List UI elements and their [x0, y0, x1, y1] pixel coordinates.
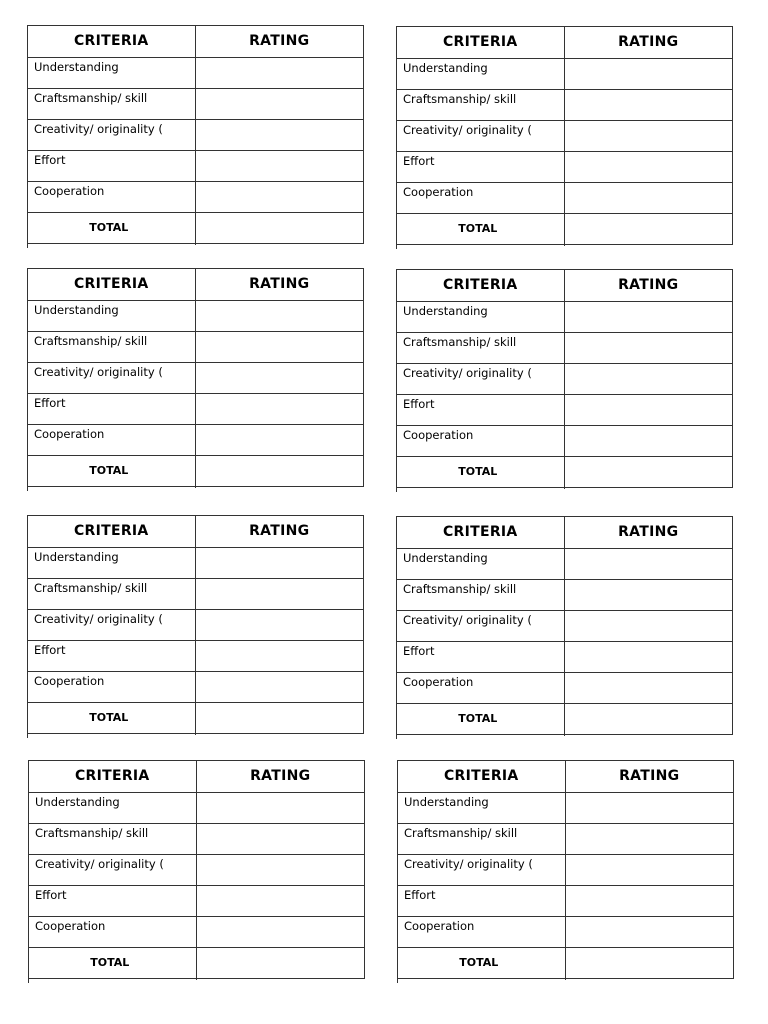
criteria-effort: Effort: [28, 393, 195, 424]
criteria-row: [397, 672, 733, 703]
rating-cell[interactable]: [565, 916, 734, 947]
criteria-row: [397, 394, 733, 425]
rating-cell[interactable]: [565, 823, 734, 854]
rating-cell[interactable]: [195, 640, 364, 671]
criteria-cooperation: Cooperation: [28, 424, 195, 455]
header-rating: RATING: [196, 761, 365, 792]
rubric-table: [28, 516, 364, 735]
rating-cell[interactable]: [564, 120, 733, 151]
tail-right: [195, 733, 364, 735]
criteria-row: [397, 610, 733, 641]
criteria-cooperation: Cooperation: [29, 916, 196, 947]
rating-cell[interactable]: [565, 854, 734, 885]
total-label: TOTAL: [397, 456, 564, 487]
rating-cell[interactable]: [195, 547, 364, 578]
criteria-row: [397, 151, 733, 182]
rating-cell[interactable]: [195, 578, 364, 609]
rating-cell[interactable]: [564, 641, 733, 672]
total-row: [397, 213, 733, 244]
rating-cell[interactable]: [195, 609, 364, 640]
criteria-row: [28, 362, 364, 393]
tail-right: [565, 978, 734, 980]
criteria-row: [28, 640, 364, 671]
total-rating-cell[interactable]: [564, 703, 733, 734]
total-row: [398, 947, 734, 978]
criteria-craftsmanship: Craftsmanship/ skill: [28, 578, 195, 609]
criteria-row: [397, 425, 733, 456]
criteria-row: [397, 332, 733, 363]
criteria-craftsmanship: Craftsmanship/ skill: [397, 579, 564, 610]
header-rating: RATING: [195, 516, 364, 547]
criteria-creativity: Creativity/ originality (: [28, 362, 195, 393]
total-label: TOTAL: [397, 703, 564, 734]
tail-row: [28, 733, 364, 735]
criteria-row: [29, 885, 365, 916]
tail-left: [397, 244, 564, 246]
tail-row: [397, 244, 733, 246]
tail-left: [28, 733, 195, 735]
criteria-understanding: Understanding: [28, 547, 195, 578]
total-label: TOTAL: [398, 947, 565, 978]
rating-cell[interactable]: [564, 579, 733, 610]
total-label: TOTAL: [28, 212, 195, 243]
criteria-row: [397, 58, 733, 89]
rating-cell[interactable]: [564, 151, 733, 182]
total-rating-cell[interactable]: [195, 455, 364, 486]
criteria-row: [29, 854, 365, 885]
criteria-row: [28, 424, 364, 455]
header-criteria: CRITERIA: [28, 26, 195, 57]
tail-right: [564, 734, 733, 736]
rating-cell[interactable]: [196, 885, 365, 916]
criteria-row: [28, 393, 364, 424]
criteria-row: [29, 792, 365, 823]
rating-cell[interactable]: [564, 363, 733, 394]
header-criteria: CRITERIA: [28, 516, 195, 547]
criteria-row: [28, 300, 364, 331]
header-row: [28, 26, 364, 57]
rating-cell[interactable]: [564, 89, 733, 120]
criteria-row: [29, 823, 365, 854]
criteria-creativity: Creativity/ originality (: [28, 609, 195, 640]
criteria-effort: Effort: [28, 150, 195, 181]
criteria-understanding: Understanding: [29, 792, 196, 823]
criteria-cooperation: Cooperation: [28, 181, 195, 212]
criteria-row: [397, 182, 733, 213]
tail-left: [398, 978, 565, 980]
criteria-row: [28, 671, 364, 702]
rating-cell[interactable]: [564, 58, 733, 89]
tail-row: [398, 978, 734, 980]
rating-cell[interactable]: [564, 332, 733, 363]
criteria-understanding: Understanding: [397, 58, 564, 89]
criteria-row: [28, 119, 364, 150]
header-criteria: CRITERIA: [28, 269, 195, 300]
rating-cell[interactable]: [195, 88, 364, 119]
criteria-understanding: Understanding: [398, 792, 565, 823]
rating-cell[interactable]: [196, 823, 365, 854]
criteria-row: [28, 578, 364, 609]
rating-cell[interactable]: [195, 331, 364, 362]
header-criteria: CRITERIA: [397, 517, 564, 548]
header-rating: RATING: [564, 270, 733, 301]
criteria-cooperation: Cooperation: [397, 182, 564, 213]
header-row: [397, 270, 733, 301]
rating-cell[interactable]: [565, 792, 734, 823]
criteria-craftsmanship: Craftsmanship/ skill: [397, 332, 564, 363]
criteria-creativity: Creativity/ originality (: [397, 363, 564, 394]
rubric-table: [397, 517, 733, 736]
criteria-creativity: Creativity/ originality (: [397, 120, 564, 151]
tail-left: [29, 978, 196, 980]
tail-row: [397, 487, 733, 489]
tail-left: [28, 243, 195, 245]
criteria-row: [28, 57, 364, 88]
criteria-craftsmanship: Craftsmanship/ skill: [398, 823, 565, 854]
rating-cell[interactable]: [564, 301, 733, 332]
tail-right: [195, 486, 364, 488]
criteria-creativity: Creativity/ originality (: [398, 854, 565, 885]
rubric-card-4: [396, 269, 733, 492]
rubric-table: [397, 27, 733, 246]
header-criteria: CRITERIA: [29, 761, 196, 792]
tail-right: [195, 243, 364, 245]
rubric-card-5: [27, 515, 364, 738]
criteria-understanding: Understanding: [28, 300, 195, 331]
criteria-row: [397, 120, 733, 151]
rating-cell[interactable]: [196, 854, 365, 885]
tail-right: [564, 244, 733, 246]
criteria-cooperation: Cooperation: [397, 425, 564, 456]
total-rating-cell[interactable]: [195, 702, 364, 733]
rating-cell[interactable]: [195, 300, 364, 331]
rubric-table: [28, 269, 364, 488]
criteria-craftsmanship: Craftsmanship/ skill: [29, 823, 196, 854]
header-criteria: CRITERIA: [397, 270, 564, 301]
tail-right: [196, 978, 365, 980]
total-label: TOTAL: [28, 455, 195, 486]
criteria-row: [398, 792, 734, 823]
rating-cell[interactable]: [564, 672, 733, 703]
criteria-row: [397, 579, 733, 610]
tail-row: [28, 243, 364, 245]
criteria-row: [28, 150, 364, 181]
tail-left: [397, 487, 564, 489]
criteria-creativity: Creativity/ originality (: [29, 854, 196, 885]
total-row: [28, 702, 364, 733]
criteria-row: [29, 916, 365, 947]
criteria-effort: Effort: [28, 640, 195, 671]
total-rating-cell[interactable]: [195, 212, 364, 243]
header-criteria: CRITERIA: [398, 761, 565, 792]
rating-cell[interactable]: [196, 792, 365, 823]
header-criteria: CRITERIA: [397, 27, 564, 58]
criteria-understanding: Understanding: [397, 301, 564, 332]
total-rating-cell[interactable]: [564, 213, 733, 244]
rubric-card-6: [396, 516, 733, 739]
rating-cell[interactable]: [564, 610, 733, 641]
rubric-card-3: [27, 268, 364, 491]
tail-row: [397, 734, 733, 736]
criteria-effort: Effort: [29, 885, 196, 916]
rating-cell[interactable]: [564, 394, 733, 425]
criteria-cooperation: Cooperation: [28, 671, 195, 702]
criteria-row: [397, 301, 733, 332]
rubric-table: [398, 761, 734, 980]
tail-left: [28, 486, 195, 488]
header-row: [28, 269, 364, 300]
total-row: [397, 703, 733, 734]
rating-cell[interactable]: [195, 150, 364, 181]
criteria-cooperation: Cooperation: [397, 672, 564, 703]
criteria-effort: Effort: [397, 394, 564, 425]
tail-row: [28, 486, 364, 488]
total-rating-cell[interactable]: [565, 947, 734, 978]
header-rating: RATING: [565, 761, 734, 792]
criteria-row: [398, 885, 734, 916]
rating-cell[interactable]: [195, 393, 364, 424]
total-label: TOTAL: [28, 702, 195, 733]
rating-cell[interactable]: [195, 671, 364, 702]
rubric-table: [29, 761, 365, 980]
rubric-table: [28, 26, 364, 245]
criteria-effort: Effort: [398, 885, 565, 916]
total-label: TOTAL: [29, 947, 196, 978]
criteria-effort: Effort: [397, 641, 564, 672]
header-row: [398, 761, 734, 792]
header-rating: RATING: [195, 269, 364, 300]
criteria-row: [397, 89, 733, 120]
rubric-card-7: [28, 760, 365, 983]
header-rating: RATING: [195, 26, 364, 57]
tail-row: [29, 978, 365, 980]
criteria-row: [397, 363, 733, 394]
criteria-row: [397, 641, 733, 672]
total-row: [28, 212, 364, 243]
rubric-table: [397, 270, 733, 489]
total-rating-cell[interactable]: [196, 947, 365, 978]
criteria-row: [28, 181, 364, 212]
total-row: [397, 456, 733, 487]
rating-cell[interactable]: [195, 362, 364, 393]
rating-cell[interactable]: [195, 181, 364, 212]
header-rating: RATING: [564, 27, 733, 58]
criteria-craftsmanship: Craftsmanship/ skill: [28, 88, 195, 119]
criteria-creativity: Creativity/ originality (: [28, 119, 195, 150]
rating-cell[interactable]: [195, 57, 364, 88]
criteria-effort: Effort: [397, 151, 564, 182]
rubric-card-2: [396, 26, 733, 249]
header-row: [28, 516, 364, 547]
criteria-row: [397, 548, 733, 579]
rating-cell[interactable]: [564, 425, 733, 456]
rating-cell[interactable]: [564, 182, 733, 213]
total-rating-cell[interactable]: [564, 456, 733, 487]
criteria-cooperation: Cooperation: [398, 916, 565, 947]
tail-right: [564, 487, 733, 489]
total-row: [29, 947, 365, 978]
header-row: [397, 517, 733, 548]
rating-cell[interactable]: [564, 548, 733, 579]
rating-cell[interactable]: [195, 424, 364, 455]
rubric-card-1: [27, 25, 364, 248]
total-row: [28, 455, 364, 486]
header-row: [29, 761, 365, 792]
rating-cell[interactable]: [565, 885, 734, 916]
criteria-row: [398, 854, 734, 885]
criteria-craftsmanship: Craftsmanship/ skill: [397, 89, 564, 120]
criteria-understanding: Understanding: [28, 57, 195, 88]
criteria-understanding: Understanding: [397, 548, 564, 579]
criteria-craftsmanship: Craftsmanship/ skill: [28, 331, 195, 362]
total-label: TOTAL: [397, 213, 564, 244]
criteria-row: [28, 331, 364, 362]
criteria-row: [398, 823, 734, 854]
criteria-row: [398, 916, 734, 947]
criteria-creativity: Creativity/ originality (: [397, 610, 564, 641]
criteria-row: [28, 547, 364, 578]
criteria-row: [28, 88, 364, 119]
header-row: [397, 27, 733, 58]
criteria-row: [28, 609, 364, 640]
tail-left: [397, 734, 564, 736]
rating-cell[interactable]: [196, 916, 365, 947]
rubric-card-8: [397, 760, 734, 983]
rating-cell[interactable]: [195, 119, 364, 150]
header-rating: RATING: [564, 517, 733, 548]
